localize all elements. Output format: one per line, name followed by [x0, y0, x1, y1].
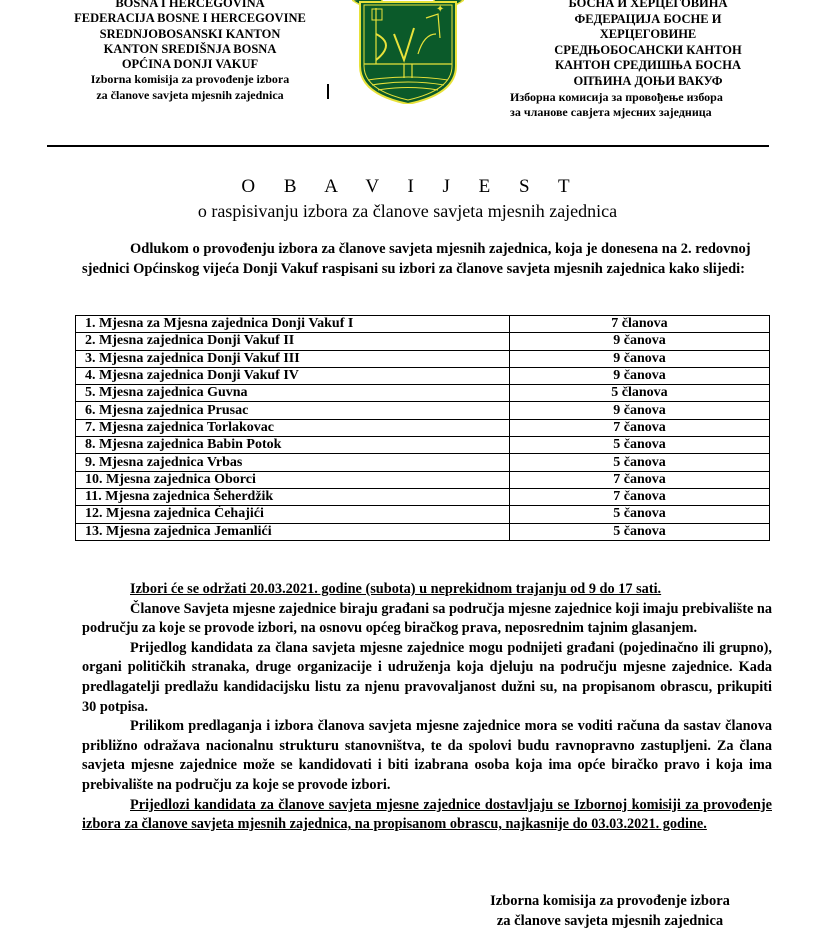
header-left-line: KANTON SREDIŠNJA BOSNA: [103, 41, 277, 56]
voters-paragraph: [82, 600, 772, 639]
community-name: 13. Mjesna zajednica Jemanlići: [76, 523, 510, 540]
member-count: 5 čanova: [510, 523, 770, 540]
table-row: [76, 402, 770, 419]
member-count: 9 čanova: [510, 333, 770, 350]
signature-line-1: Izborna komisija za provođenje izbora: [490, 893, 730, 909]
text-cursor: [327, 84, 329, 99]
body-paragraphs: [82, 580, 772, 835]
community-name: 12. Mjesna zajednica Ćehajići: [76, 506, 510, 523]
table-row: [76, 333, 770, 350]
header-right-line: ОПЋИНА ДОЊИ ВАКУФ: [573, 73, 723, 88]
table-row: [76, 506, 770, 523]
header-right-line: ФЕДЕРАЦИЈА БОСНЕ И: [574, 11, 722, 26]
header-right-commission-2: за чланове савјета мјесних заједница: [510, 105, 712, 120]
member-count: 5 čanova: [510, 437, 770, 454]
header-left-commission-2: za članove savjeta mjesnih zajednica: [96, 87, 284, 102]
header-right-line: СРЕДЊОБОСАНСКИ КАНТОН: [554, 42, 742, 57]
header-left-line: FEDERACIJA BOSNE I HERCEGOVINE: [74, 11, 306, 26]
member-count: 7 čanova: [510, 488, 770, 505]
header-left-line: SREDNJOBOSANSKI KANTON: [99, 26, 281, 41]
candidates-paragraph: [82, 639, 772, 717]
table-row: [76, 471, 770, 488]
table-row: [76, 454, 770, 471]
table-row: [76, 523, 770, 540]
deadline-text: Prijedlozi kandidata za članove savjeta mjesne zajednice dostavljaju se Izbornoj komisiji za provođenje izbora za članove savjeta mjesnih zajednica, na propisanom obrascu, najkasnije do 03.03.2021. godine.: [82, 796, 772, 833]
community-name: 10. Mjesna zajednica Oborci: [76, 471, 510, 488]
member-count: 9 čanova: [510, 367, 770, 384]
document-subtitle: o raspisivanju izbora za članove savjeta mjesnih zajednica: [197, 201, 618, 221]
table-row: [76, 367, 770, 384]
header-left-line: OPĆINA DONJI VAKUF: [121, 57, 259, 72]
header-right-line: КАНТОН СРЕДИШЊА БОСНА: [554, 58, 742, 73]
community-name: 4. Mjesna zajednica Donji Vakuf IV: [76, 367, 510, 384]
table-row: [76, 385, 770, 402]
header-left: [40, 0, 340, 103]
municipal-coat-of-arms-icon: [352, 0, 464, 104]
member-count: 7 čanova: [510, 419, 770, 436]
intro-text: Odlukom o provođenju izbora za članove savjeta mjesnih zajednica, koja je donesena na 2. redovnoj sjednici Općinskog vijeća Donji Vakuf raspisani su izbori za članove savjeta mjesnih zajednica kako slijedi:: [82, 241, 751, 277]
structure-paragraph: [82, 717, 772, 795]
community-name: 9. Mjesna zajednica Vrbas: [76, 454, 510, 471]
header-right-line: ХЕРЦЕГОВИНЕ: [599, 27, 697, 42]
election-date-paragraph: [82, 580, 772, 600]
intro-paragraph: [82, 240, 772, 279]
table-row: [76, 488, 770, 505]
community-name: 6. Mjesna zajednica Prusac: [76, 402, 510, 419]
voters-text: Članove Savjeta mjesne zajednice biraju građani sa područja mjesne zajednice koji imaju prebivalište na području za koje se provode izbori, na osnovu općeg biračkog prava, neposrednim tajnim glasanjem.: [82, 600, 772, 637]
header-right-line: БОСНА И ХЕРЦЕГОВИНА: [568, 0, 728, 10]
header-divider: [47, 145, 769, 147]
community-name: 11. Mjesna zajednica Šeherdžik: [76, 488, 510, 505]
header-left-commission: Izborna komisija za provođenje izbora: [90, 72, 290, 87]
table-row: [76, 419, 770, 436]
header-right-commission: Изборна комисија за провођење избора: [510, 89, 723, 104]
community-name: 3. Mjesna zajednica Donji Vakuf III: [76, 350, 510, 367]
community-name: 7. Mjesna zajednica Torlakovac: [76, 419, 510, 436]
member-count: 9 čanova: [510, 350, 770, 367]
deadline-paragraph: [82, 796, 772, 835]
header-right: [498, 0, 798, 121]
member-count: 5 čanova: [510, 454, 770, 471]
table-row: [76, 316, 770, 333]
member-count: 9 čanova: [510, 402, 770, 419]
candidates-text: Prijedlog kandidata za člana savjeta mjesne zajednice mogu podnijeti građani (pojedinačno ili grupno), organi političkih stranaka, druge organizacije i udruženja koja djeluju na području mjesne zajednice. Kada predlagatelji predlažu kandidacijsku listu za njenu pravovaljanost dužni su, na propisanom obrascu, prikupiti 30 potpisa.: [82, 639, 772, 715]
member-count: 5 članova: [510, 385, 770, 402]
member-count: 5 čanova: [510, 506, 770, 523]
structure-text: Prilikom predlaganja i izbora članova savjeta mjesne zajednice mora se voditi računa da sastav članova približno odražava nacionalnu strukturu stanovništva, te da spolovi budu ravnopravno zastupljeni. Za člana savjeta mjesne zajednice može se kandidovati i biti izabrana osoba koja ima opće biračko pravo i koja ima prebivalište na području za koje se provode izbori.: [82, 718, 772, 793]
svg-text:✦: ✦: [436, 4, 445, 15]
community-name: 8. Mjesna zajednica Babin Potok: [76, 437, 510, 454]
member-count: 7 čanova: [510, 471, 770, 488]
election-date-text: Izbori će se održati 20.03.2021. godine (subota) u neprekidnom trajanju od 9 do 17 sati.: [130, 581, 662, 597]
community-name: 1. Mjesna za Mjesna zajednica Donji Vakuf I: [76, 316, 510, 333]
member-count: 7 članova: [510, 316, 770, 333]
table-row: [76, 350, 770, 367]
header-left-line: BOSNA I HERCEGOVINA: [115, 0, 265, 10]
document-title: O B A V I J E S T: [241, 176, 582, 197]
community-name: 2. Mjesna zajednica Donji Vakuf II: [76, 333, 510, 350]
signature-line-2: za članove savjeta mjesnih zajednica: [496, 912, 724, 929]
table-row: [76, 437, 770, 454]
signature-block: [470, 892, 750, 931]
community-name: 5. Mjesna zajednica Guvna: [76, 385, 510, 402]
community-table: [75, 315, 770, 541]
